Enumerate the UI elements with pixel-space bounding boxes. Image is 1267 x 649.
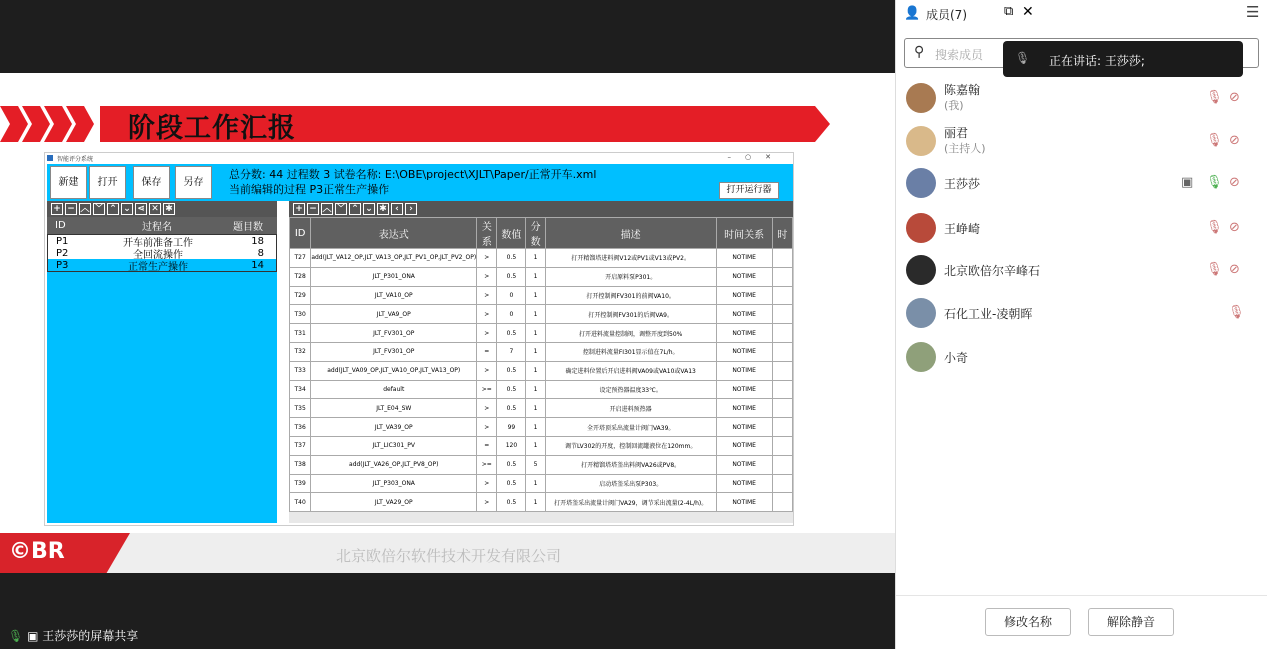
question-cell: 启动塔釜采出泵P303。 (545, 474, 716, 493)
share-owner-label: 王莎莎的屏幕共享 (42, 629, 139, 643)
question-cell: > (477, 361, 497, 380)
question-cell: 7 (497, 342, 526, 361)
settings-icon[interactable]: ✱ (163, 203, 175, 215)
cut-icon[interactable]: ✕ (149, 203, 161, 215)
question-row[interactable] (290, 305, 793, 324)
question-cell: T34 (290, 380, 311, 399)
title-banner (0, 106, 830, 142)
next-icon[interactable]: › (405, 203, 417, 215)
question-row[interactable] (290, 361, 793, 380)
question-header (290, 218, 793, 249)
member-item[interactable] (896, 120, 1267, 164)
question-cell: 打开控制阀FV301的前阀VA10。 (545, 286, 716, 305)
question-cell: JLT_E04_SW (311, 399, 477, 418)
scoring-app-window (44, 152, 794, 526)
col-process-name: 过程名 (142, 222, 172, 233)
question-cell: NOTIME (716, 418, 772, 437)
member-item[interactable] (896, 162, 1267, 206)
col-id: ID (55, 220, 66, 231)
member-name: 王峥崎 (944, 222, 981, 236)
question-cell: JLT_FV301_OP (311, 324, 477, 343)
question-cell: NOTIME (716, 361, 772, 380)
member-name: 丽君 (944, 126, 969, 140)
question-cell-extra (772, 267, 792, 286)
question-cell-extra (772, 493, 792, 512)
question-cell: 1 (526, 361, 545, 380)
question-cell: NOTIME (716, 436, 772, 455)
question-cell-extra (772, 361, 792, 380)
add-icon[interactable]: + (51, 203, 63, 215)
question-cell-extra (772, 399, 792, 418)
question-cell: 1 (526, 305, 545, 324)
question-cell: > (477, 324, 497, 343)
remove-icon[interactable]: − (65, 203, 77, 215)
new-button[interactable]: 新建 (50, 166, 87, 199)
up-icon[interactable]: ︿ (80, 204, 90, 214)
question-cell: > (477, 474, 497, 493)
company-name: 北京欧倍尔软件技术开发有限公司 (335, 547, 561, 565)
question-cell: T36 (290, 418, 311, 437)
question-table (289, 217, 793, 512)
question-cell: 0.5 (497, 399, 526, 418)
question-row[interactable] (290, 493, 793, 512)
share-icon[interactable]: ⋖ (135, 203, 147, 215)
member-item[interactable] (896, 292, 1267, 336)
question-cell-extra (772, 305, 792, 324)
move-top-icon[interactable]: ⌃ (107, 203, 119, 215)
question-cell: T39 (290, 474, 311, 493)
member-role: (我) (944, 99, 964, 112)
question-cell: 0.5 (497, 267, 526, 286)
question-cell: 打开精馏塔塔釜出料阀VA26或PV8。 (545, 455, 716, 474)
question-cell: >= (477, 380, 497, 399)
question-cell: add(JLT_VA26_OP,JLT_PV8_OP) (311, 455, 477, 474)
process-name: 全回流操作 (133, 249, 183, 261)
member-item[interactable] (896, 336, 1267, 380)
question-toolbar (289, 201, 793, 217)
app-titlebar (45, 153, 793, 163)
process-header (47, 217, 277, 234)
question-row[interactable] (290, 455, 793, 474)
move-bottom-icon[interactable]: ⌄ (121, 203, 133, 215)
question-cell: 1 (526, 418, 545, 437)
question-cell: = (477, 342, 497, 361)
popout-icon[interactable]: ⧉ (1004, 4, 1014, 19)
cbr-logo: ©BR (9, 539, 65, 564)
member-name: 小奇 (944, 351, 969, 365)
question-cell: NOTIME (716, 324, 772, 343)
question-cell: T33 (290, 361, 311, 380)
question-cell-extra (772, 342, 792, 361)
question-cell: 0 (497, 305, 526, 324)
question-pane (289, 201, 793, 523)
process-id: P3 (56, 259, 69, 271)
open-runner-button[interactable]: 打开运行器 (719, 182, 779, 199)
sidebar-header (896, 0, 1267, 30)
question-cell: > (477, 418, 497, 437)
rename-button[interactable]: 修改名称 (985, 608, 1071, 636)
question-row[interactable] (290, 380, 793, 399)
question-row[interactable] (290, 436, 793, 455)
mic-icon[interactable]: 🎙 (1206, 220, 1223, 235)
window-controls[interactable]: –○✕ (727, 153, 785, 161)
member-name: 王莎莎 (944, 177, 981, 191)
settings-icon[interactable]: ✱ (377, 203, 389, 215)
question-cell: 打开塔釜采出流量计阀门VA29，调节采出流量(2-4L/h)。 (545, 493, 716, 512)
down-icon[interactable]: ﹀ (94, 204, 104, 214)
question-cell: JLT_VA39_OP (311, 418, 477, 437)
camera-off-icon[interactable]: ⊘ (1229, 133, 1240, 148)
question-cell: > (477, 286, 497, 305)
mic-icon[interactable]: 🎙 (1206, 90, 1223, 105)
question-cell: > (477, 493, 497, 512)
question-cell: 1 (526, 493, 545, 512)
grid-header-cell: 描述 (545, 218, 716, 249)
question-row[interactable] (290, 267, 793, 286)
process-toolbar (47, 201, 277, 217)
question-cell: T31 (290, 324, 311, 343)
process-name: 正常生产操作 (128, 261, 188, 273)
question-cell: NOTIME (716, 455, 772, 474)
avatar (906, 126, 936, 156)
question-cell: 0 (497, 286, 526, 305)
question-cell-extra (772, 436, 792, 455)
grid-header-cell: 表达式 (311, 218, 477, 249)
question-cell: 确定进料位置后开启进料阀VA09或VA10或VA13 (545, 361, 716, 380)
menu-icon[interactable]: ☰ (1246, 3, 1260, 21)
member-role: (主持人) (944, 142, 986, 155)
speaking-text: 正在讲话: 王莎莎; (1049, 54, 1145, 68)
up-icon[interactable]: ︿ (322, 204, 332, 214)
member-item[interactable] (896, 249, 1267, 293)
question-cell: = (477, 436, 497, 455)
question-cell: 打开进料流量控制阀，调整开度到50% (545, 324, 716, 343)
camera-off-icon[interactable]: ⊘ (1229, 220, 1240, 235)
grid-header-cell: 数值 (497, 218, 526, 249)
mic-icon[interactable]: 🎙 (1206, 262, 1223, 277)
avatar (906, 168, 936, 198)
col-question-count: 题目数 (233, 222, 263, 233)
member-sidebar (895, 0, 1267, 649)
question-cell: 开启进料预热器 (545, 399, 716, 418)
mute-icon: 🎙 (1015, 51, 1031, 65)
move-top-icon[interactable]: ⌃ (349, 203, 361, 215)
question-cell: JLT_P301_ONA (311, 267, 477, 286)
screen-share-label (8, 627, 138, 644)
grid-header-cell: 时 (772, 218, 792, 249)
open-button[interactable]: 打开 (89, 166, 126, 199)
question-cell: 1 (526, 267, 545, 286)
question-cell: NOTIME (716, 493, 772, 512)
down-icon[interactable]: ﹀ (336, 204, 346, 214)
slide-title: 阶段工作汇报 (128, 113, 296, 144)
member-name: 北京欧倍尔辛峰石 (944, 264, 1041, 278)
question-cell-extra (772, 380, 792, 399)
question-cell: NOTIME (716, 380, 772, 399)
question-cell: 1 (526, 436, 545, 455)
question-cell: 5 (526, 455, 545, 474)
camera-off-icon[interactable]: ⊘ (1229, 90, 1240, 105)
question-cell: NOTIME (716, 305, 772, 324)
question-cell: T28 (290, 267, 311, 286)
question-cell: 打开精馏塔进料阀V12或PV1或V13或PV2。 (545, 249, 716, 268)
question-row[interactable] (290, 249, 793, 268)
camera-off-icon[interactable]: ⊘ (1229, 262, 1240, 277)
sidebar-footer (896, 595, 1267, 649)
avatar (906, 213, 936, 243)
process-pane (47, 201, 277, 523)
move-bottom-icon[interactable]: ⌄ (363, 203, 375, 215)
screen-share-icon: ▣ (1181, 175, 1194, 190)
question-row[interactable] (290, 474, 793, 493)
app-icon (47, 155, 53, 161)
question-row[interactable] (290, 286, 793, 305)
question-cell: >= (477, 455, 497, 474)
question-cell: 99 (497, 418, 526, 437)
question-cell: NOTIME (716, 286, 772, 305)
question-cell: T38 (290, 455, 311, 474)
question-cell-extra (772, 324, 792, 343)
process-id: P1 (56, 235, 69, 247)
summary-info: 总分数: 44 过程数 3 试卷名称: E:\OBE\project\XJLT\Paper/正常开车.xml (229, 168, 597, 181)
question-cell: 1 (526, 286, 545, 305)
question-cell: 1 (526, 399, 545, 418)
question-cell: 开启原料泵P301。 (545, 267, 716, 286)
question-cell: add(JLT_VA09_OP,JLT_VA10_OP,JLT_VA13_OP) (311, 361, 477, 380)
question-cell: T29 (290, 286, 311, 305)
question-cell-extra (772, 286, 792, 305)
question-cell: JLT_LIC301_PV (311, 436, 477, 455)
camera-off-icon[interactable]: ⊘ (1229, 175, 1240, 190)
question-row[interactable] (290, 418, 793, 437)
unmute-button[interactable]: 解除静音 (1088, 608, 1174, 636)
question-cell: 0.5 (497, 493, 526, 512)
question-cell-extra (772, 455, 792, 474)
close-icon[interactable]: ✕ (1022, 4, 1034, 20)
question-cell: > (477, 267, 497, 286)
mic-icon[interactable]: 🎙 (1228, 305, 1245, 320)
process-count: 8 (257, 247, 264, 259)
member-name: 陈嘉翰 (944, 83, 981, 97)
question-cell: NOTIME (716, 267, 772, 286)
question-cell: NOTIME (716, 474, 772, 493)
question-cell-extra (772, 418, 792, 437)
question-cell: 120 (497, 436, 526, 455)
grid-header-cell: 分数 (526, 218, 545, 249)
question-cell: 控制进料流量FI301显示值在7L/h。 (545, 342, 716, 361)
question-cell: 0.5 (497, 474, 526, 493)
question-cell: T37 (290, 436, 311, 455)
mic-icon[interactable]: 🎙 (1206, 175, 1223, 190)
process-list (47, 234, 277, 272)
question-cell: > (477, 249, 497, 268)
question-cell: > (477, 305, 497, 324)
current-process-info: 当前编辑的过程 P3正常生产操作 (229, 183, 390, 196)
question-cell: JLT_VA9_OP (311, 305, 477, 324)
save-as-button[interactable]: 另存 (175, 166, 212, 199)
question-cell: default (311, 380, 477, 399)
question-row[interactable] (290, 399, 793, 418)
avatar (906, 83, 936, 113)
screen-icon: ▣ (27, 629, 39, 643)
avatar (906, 298, 936, 328)
question-cell: > (477, 399, 497, 418)
question-cell: 1 (526, 249, 545, 268)
question-cell: JLT_P303_ONA (311, 474, 477, 493)
member-item[interactable] (896, 77, 1267, 121)
process-count: 14 (251, 259, 264, 271)
mic-icon[interactable]: 🎙 (1206, 133, 1223, 148)
add-icon[interactable]: + (293, 203, 305, 215)
process-count: 18 (251, 235, 264, 247)
question-cell: 0.5 (497, 361, 526, 380)
question-cell: 1 (526, 474, 545, 493)
question-cell: 0.5 (497, 380, 526, 399)
question-cell: NOTIME (716, 342, 772, 361)
question-cell: T40 (290, 493, 311, 512)
remove-icon[interactable]: − (307, 203, 319, 215)
process-name: 开车前准备工作 (123, 237, 193, 249)
question-cell-extra (772, 474, 792, 493)
question-cell: JLT_FV301_OP (311, 342, 477, 361)
question-row[interactable] (290, 324, 793, 343)
speaking-indicator (1003, 41, 1243, 77)
question-cell: 全开塔顶采出流量计阀门VA39。 (545, 418, 716, 437)
question-cell: 0.5 (497, 249, 526, 268)
question-row[interactable] (290, 342, 793, 361)
question-cell-extra (772, 249, 792, 268)
question-cell: NOTIME (716, 399, 772, 418)
process-row-selected[interactable] (48, 259, 276, 271)
grid-header-cell: 关系 (477, 218, 497, 249)
avatar (906, 255, 936, 285)
member-item[interactable] (896, 207, 1267, 251)
question-cell: NOTIME (716, 249, 772, 268)
slide (0, 73, 895, 573)
process-id: P2 (56, 247, 69, 259)
search-icon: ⚲ (914, 44, 925, 60)
members-tab[interactable]: 成员(7) (926, 8, 967, 22)
save-button[interactable]: 保存 (133, 166, 170, 199)
member-name: 石化工业-凌朝晖 (944, 307, 1033, 321)
members-icon: 👤 (904, 6, 921, 21)
question-cell: T27 (290, 249, 311, 268)
question-cell: 1 (526, 324, 545, 343)
question-cell: 1 (526, 380, 545, 399)
mic-icon: 🎙 (8, 629, 24, 643)
grid-header-cell: ID (290, 218, 311, 249)
question-cell: 打开控制阀FV301的后阀VA9。 (545, 305, 716, 324)
avatar (906, 342, 936, 372)
question-cell: 设定预热器温度33℃。 (545, 380, 716, 399)
question-cell: 1 (526, 342, 545, 361)
question-cell: 0.5 (497, 455, 526, 474)
question-cell: add(JLT_VA12_OP,JLT_VA13_OP,JLT_PV1_OP,JLT_PV2_OP) (311, 249, 477, 268)
question-cell: T32 (290, 342, 311, 361)
search-placeholder: 搜索成员 (935, 48, 984, 62)
prev-icon[interactable]: ‹ (391, 203, 403, 215)
question-cell: T30 (290, 305, 311, 324)
question-cell: JLT_VA29_OP (311, 493, 477, 512)
question-cell: T35 (290, 399, 311, 418)
app-toolbar (47, 164, 793, 201)
question-cell: 调节LV302的开度，控制回流罐液位在120mm。 (545, 436, 716, 455)
question-cell: JLT_VA10_OP (311, 286, 477, 305)
grid-header-cell: 时间关系 (716, 218, 772, 249)
app-window-title: 智能评分系统 (57, 156, 94, 163)
question-cell: 0.5 (497, 324, 526, 343)
